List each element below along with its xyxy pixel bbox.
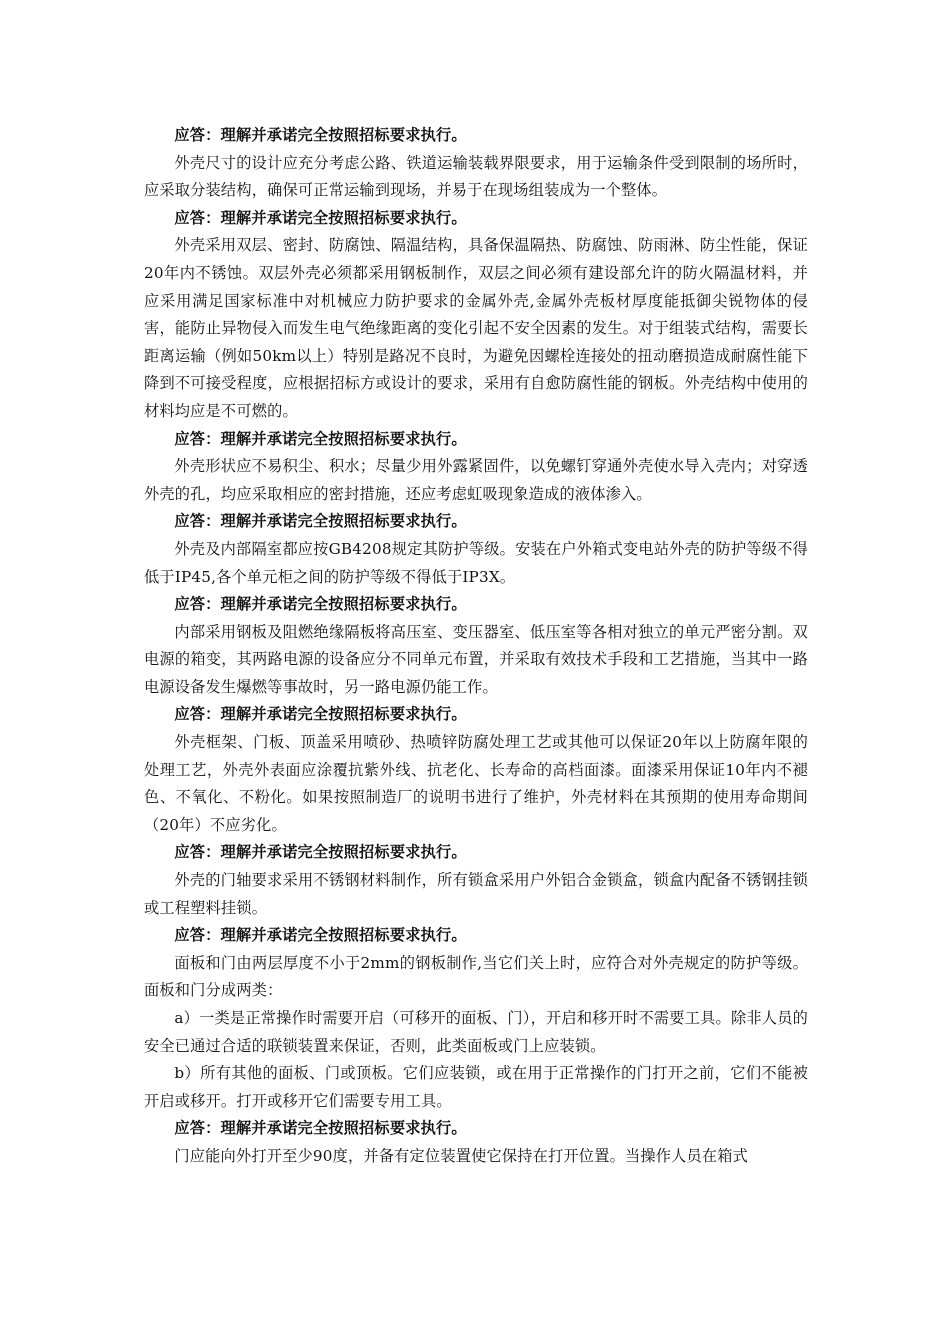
answer-line: 应答：理解并承诺完全按照招标要求执行。 xyxy=(174,926,467,945)
clause-shell-shape: 外壳形状应不易积尘、积水；尽量少用外露紧固件，以免螺钉穿通外壳使水导入壳内；对穿透外壳的孔，均应采取相应的密封措施，还应考虑虹吸现象造成的液体渗入。 xyxy=(144,457,808,503)
clause-internal-partition: 内部采用钢板及阻燃绝缘隔板将高压室、变压器室、低压室等各相对独立的单元严密分割。双电源的箱变，其两路电源的设备应分不同单元布置，并采取有效技术手段和工艺措施，当其中一路电源设备发生爆燃等事故时，另一路电源仍能工作。 xyxy=(144,622,808,696)
clause-protection-grade: 外壳及内部隔室都应按GB4208规定其防护等级。安装在户外箱式变电站外壳的防护等级不得低于IP45,各个单元柜之间的防护等级不得低于IP3X。 xyxy=(144,539,808,586)
clause-panel-type-b: b）所有其他的面板、门或顶板。它们应装锁，或在用于正常操作的门打开之前，它们不能被开启或移开。打开或移开它们需要专用工具。 xyxy=(144,1064,808,1110)
answer-line: 应答：理解并承诺完全按照招标要求执行。 xyxy=(174,843,467,862)
answer-line: 应答：理解并承诺完全按照招标要求执行。 xyxy=(174,595,467,614)
document-page xyxy=(144,122,808,1171)
clause-transport-dimensions: 外壳尺寸的设计应充分考虑公路、铁道运输装载界限要求，用于运输条件受到限制的场所时，应采取分装结构，确保可正常运输到现场，并易于在现场组装成为一个整体。 xyxy=(144,153,808,200)
clause-panel-type-a: a）一类是正常操作时需要开启（可移开的面板、门），开启和移开时不需要工具。除非人员的安全已通过合适的联锁装置来保证，否则，此类面板或门上应装锁。 xyxy=(144,1009,808,1055)
clause-door-opening: 门应能向外打开至少90度，并备有定位装置使它保持在打开位置。当操作人员在箱式 xyxy=(174,1146,749,1165)
clause-double-shell: 外壳采用双层、密封、防腐蚀、隔温结构，具备保温隔热、防腐蚀、防雨淋、防尘性能，保证20年内不锈蚀。双层外壳必须都采用钢板制作，双层之间必须有建设部允许的防火隔温材料，并应采用满足国家标准中对机械应力防护要求的金属外壳,金属外壳板材厚度能抵御尖锐物体的侵害，能防止异物侵入而发生电气绝缘距离的变化引起不安全因素的发生。对于组装式结构，需要长距离运输（例如50km以上）特别是路况不良时，为避免因螺栓连接处的扭动磨损造成耐腐性能下降到不可接受程度，应根据招标方或设计的要求，采用有自愈防腐性能的钢板。外壳结构中使用的材料均应是不可燃的。 xyxy=(144,236,808,420)
answer-line: 应答：理解并承诺完全按照招标要求执行。 xyxy=(174,705,467,724)
clause-door-hinge: 外壳的门轴要求采用不锈钢材料制作，所有锁盒采用户外铝合金锁盒，锁盒内配备不锈钢挂锁或工程塑料挂锁。 xyxy=(144,871,808,917)
clause-panel-door: 面板和门由两层厚度不小于2mm的钢板制作,当它们关上时，应符合对外壳规定的防护等级。面板和门分成两类： xyxy=(144,953,808,1000)
answer-line: 应答：理解并承诺完全按照招标要求执行。 xyxy=(174,429,467,448)
answer-line: 应答：理解并承诺完全按照招标要求执行。 xyxy=(174,1119,467,1138)
clause-anticorrosion: 外壳框架、门板、顶盖采用喷砂、热喷锌防腐处理工艺或其他可以保证20年以上防腐年限的处理工艺，外壳外表面应涂覆抗紫外线、抗老化、长寿命的高档面漆。面漆采用保证10年内不褪色、不氧化、不粉化。如果按照制造厂的说明书进行了维护，外壳材料在其预期的使用寿命期间（20年）不应劣化。 xyxy=(144,733,808,834)
answer-line: 应答：理解并承诺完全按照招标要求执行。 xyxy=(174,126,467,144)
answer-line: 应答：理解并承诺完全按照招标要求执行。 xyxy=(174,208,467,227)
answer-line: 应答：理解并承诺完全按照招标要求执行。 xyxy=(174,512,467,531)
